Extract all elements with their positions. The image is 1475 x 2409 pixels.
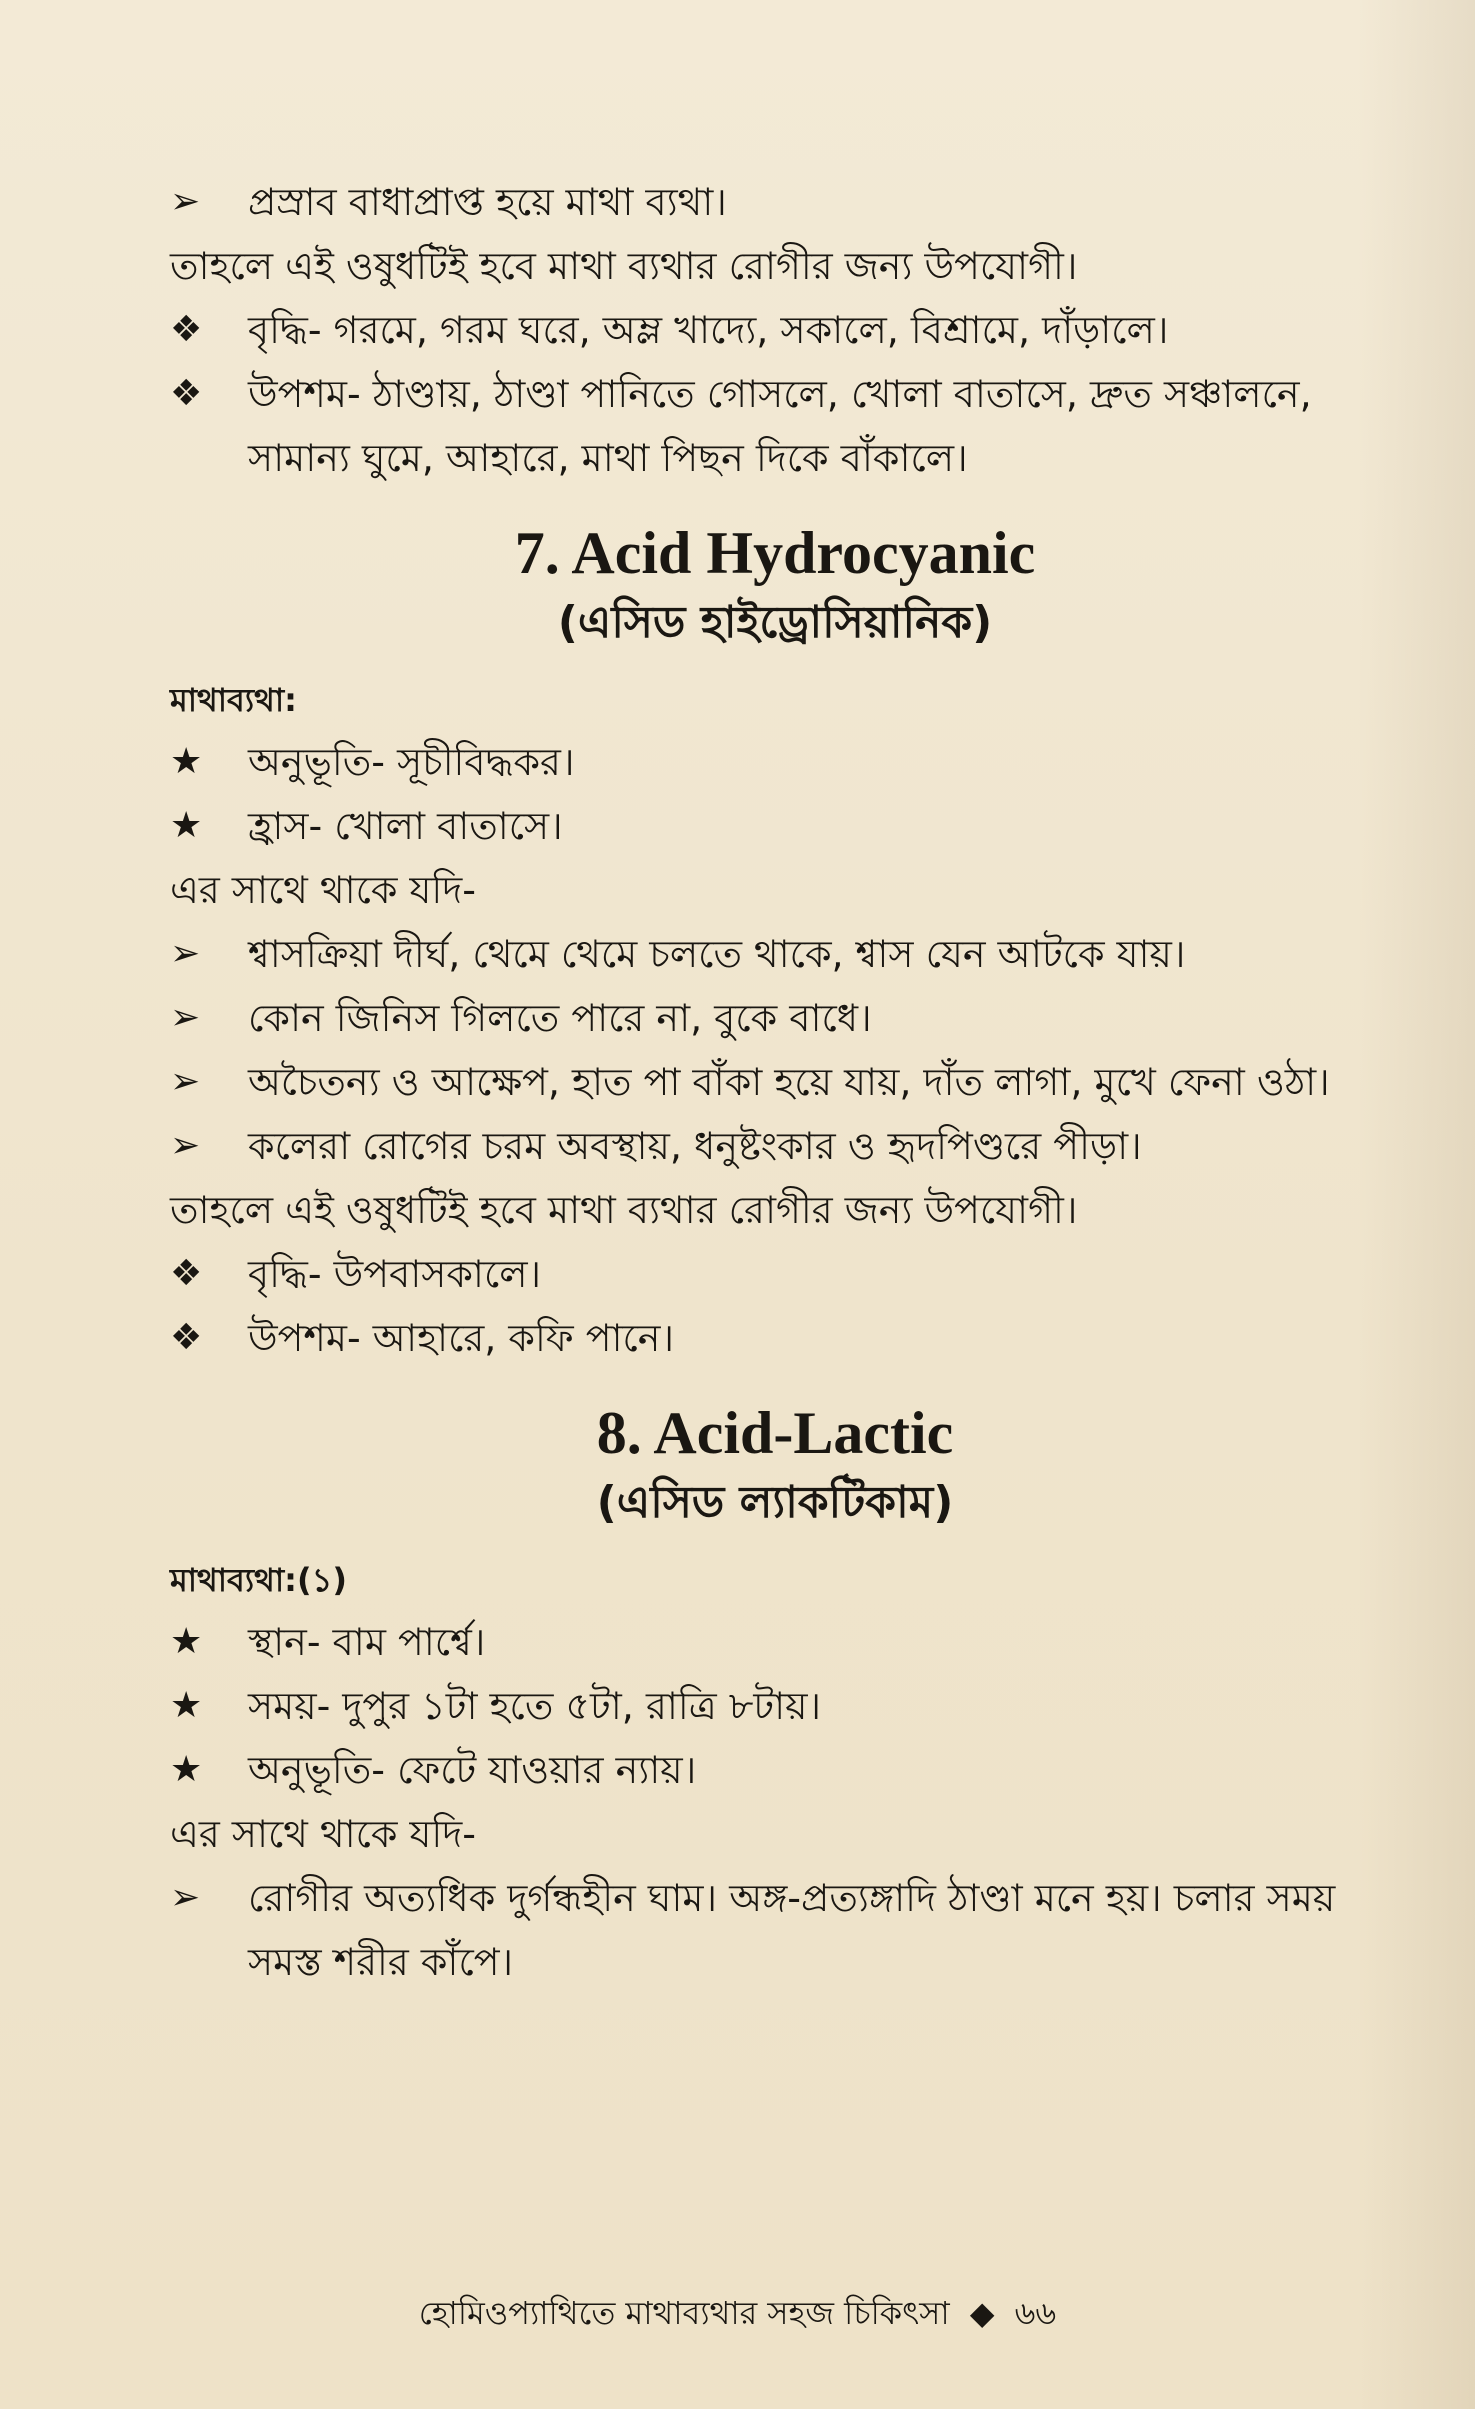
star-bullet-icon: ★ xyxy=(170,1685,203,1726)
modality-amelioration xyxy=(170,1306,1380,1370)
section-8-title: 8. Acid-Lactic xyxy=(596,1400,954,1466)
with-symptoms-label: এর সাথে থাকে যদি- xyxy=(170,868,476,912)
feature-item xyxy=(170,730,1380,794)
symptom-text: প্রস্রাব বাধাপ্রাপ্ত হয়ে মাথা ব্যথা। xyxy=(248,180,727,224)
symptom-item xyxy=(170,1050,1380,1114)
page-footer xyxy=(0,2288,1475,2338)
feature-text: সময়- দুপুর ১টা হতে ৫টা, রাত্রি ৮টায়। xyxy=(248,1684,822,1728)
continued-symptom-item xyxy=(170,170,1380,234)
diamond-bullet-icon: ❖ xyxy=(170,1253,203,1294)
modality-aggravation xyxy=(170,1242,1380,1306)
modality-text: উপশম- ঠাণ্ডায়, ঠাণ্ডা পানিতে গোসলে, খোলা বাতাসে, দ্রুত সঞ্চালনে, সামান্য ঘুমে, আহারে, মাথা পিছন দিকে বাঁকালে। xyxy=(248,372,1312,480)
headache-label: মাথাব্যথা: xyxy=(170,681,297,719)
feature-text: অনুভূতি- ফেটে যাওয়ার ন্যায়। xyxy=(248,1748,697,1792)
feature-item xyxy=(170,1610,1380,1674)
headache-label: মাথাব্যথা:(১) xyxy=(170,1561,347,1599)
diamond-bullet-icon: ❖ xyxy=(170,1317,203,1358)
arrow-bullet-icon: ➢ xyxy=(170,1877,201,1918)
feature-item xyxy=(170,1738,1380,1802)
conclusion-line: তাহলে এই ওষুধটিই হবে মাথা ব্যথার রোগীর জন্য উপযোগী। xyxy=(170,244,1078,288)
symptom-item xyxy=(170,986,1380,1050)
arrow-bullet-icon: ➢ xyxy=(170,997,201,1038)
diamond-separator-icon: ◆ xyxy=(969,2294,995,2332)
arrow-bullet-icon: ➢ xyxy=(170,181,201,222)
section-7-title: 7. Acid Hydrocyanic xyxy=(514,520,1036,586)
star-bullet-icon: ★ xyxy=(170,741,203,782)
arrow-bullet-icon: ➢ xyxy=(170,1125,201,1166)
modality-text: বৃদ্ধি- গরমে, গরম ঘরে, অম্ল খাদ্যে, সকালে, বিশ্রামে, দাঁড়ালে। xyxy=(248,308,1169,352)
feature-item xyxy=(170,794,1380,858)
symptom-text: রোগীর অত্যধিক দুর্গন্ধহীন ঘাম। অঙ্গ-প্রত্যঙ্গাদি ঠাণ্ডা মনে হয়। চলার সময় সমস্ত শরীর কাঁপে। xyxy=(248,1876,1336,1984)
symptom-text: শ্বাসক্রিয়া দীর্ঘ, থেমে থেমে চলতে থাকে, শ্বাস যেন আটকে যায়। xyxy=(248,932,1186,976)
symptom-text: কলেরা রোগের চরম অবস্থায়, ধনুষ্টংকার ও হৃদপিণ্ডরে পীড়া। xyxy=(248,1124,1142,1168)
page-number: ৬৬ xyxy=(1014,2294,1057,2332)
feature-text: স্থান- বাম পার্শ্বে। xyxy=(248,1620,486,1664)
conclusion-line: তাহলে এই ওষুধটিই হবে মাথা ব্যথার রোগীর জন্য উপযোগী। xyxy=(170,1188,1078,1232)
arrow-bullet-icon: ➢ xyxy=(170,1061,201,1102)
star-bullet-icon: ★ xyxy=(170,1749,203,1790)
section-8-subtitle: (এসিড ল্যাকটিকাম) xyxy=(596,1477,954,1528)
feature-text: হ্রাস- খোলা বাতাসে। xyxy=(248,804,563,848)
with-symptoms-label: এর সাথে থাকে যদি- xyxy=(170,1812,476,1856)
feature-item xyxy=(170,1674,1380,1738)
diamond-bullet-icon: ❖ xyxy=(170,373,203,414)
book-title: হোমিওপ্যাথিতে মাথাব্যথার সহজ চিকিৎসা xyxy=(418,2294,950,2332)
section-7-subtitle: (এসিড হাইড্রোসিয়ানিক) xyxy=(557,597,993,648)
symptom-item xyxy=(170,1866,1380,1994)
symptom-text: অচৈতন্য ও আক্ষেপ, হাত পা বাঁকা হয়ে যায়, দাঁত লাগা, মুখে ফেনা ওঠা। xyxy=(248,1060,1330,1104)
modality-text: উপশম- আহারে, কফি পানে। xyxy=(248,1316,675,1360)
symptom-item xyxy=(170,922,1380,986)
diamond-bullet-icon: ❖ xyxy=(170,309,203,350)
star-bullet-icon: ★ xyxy=(170,805,203,846)
symptom-item xyxy=(170,1114,1380,1178)
page-content xyxy=(170,170,1380,1994)
star-bullet-icon: ★ xyxy=(170,1621,203,1662)
arrow-bullet-icon: ➢ xyxy=(170,933,201,974)
modality-amelioration xyxy=(170,362,1380,490)
symptom-text: কোন জিনিস গিলতে পারে না, বুকে বাধে। xyxy=(248,996,872,1040)
feature-text: অনুভূতি- সূচীবিদ্ধকর। xyxy=(248,740,575,784)
modality-aggravation xyxy=(170,298,1380,362)
modality-text: বৃদ্ধি- উপবাসকালে। xyxy=(248,1252,542,1296)
